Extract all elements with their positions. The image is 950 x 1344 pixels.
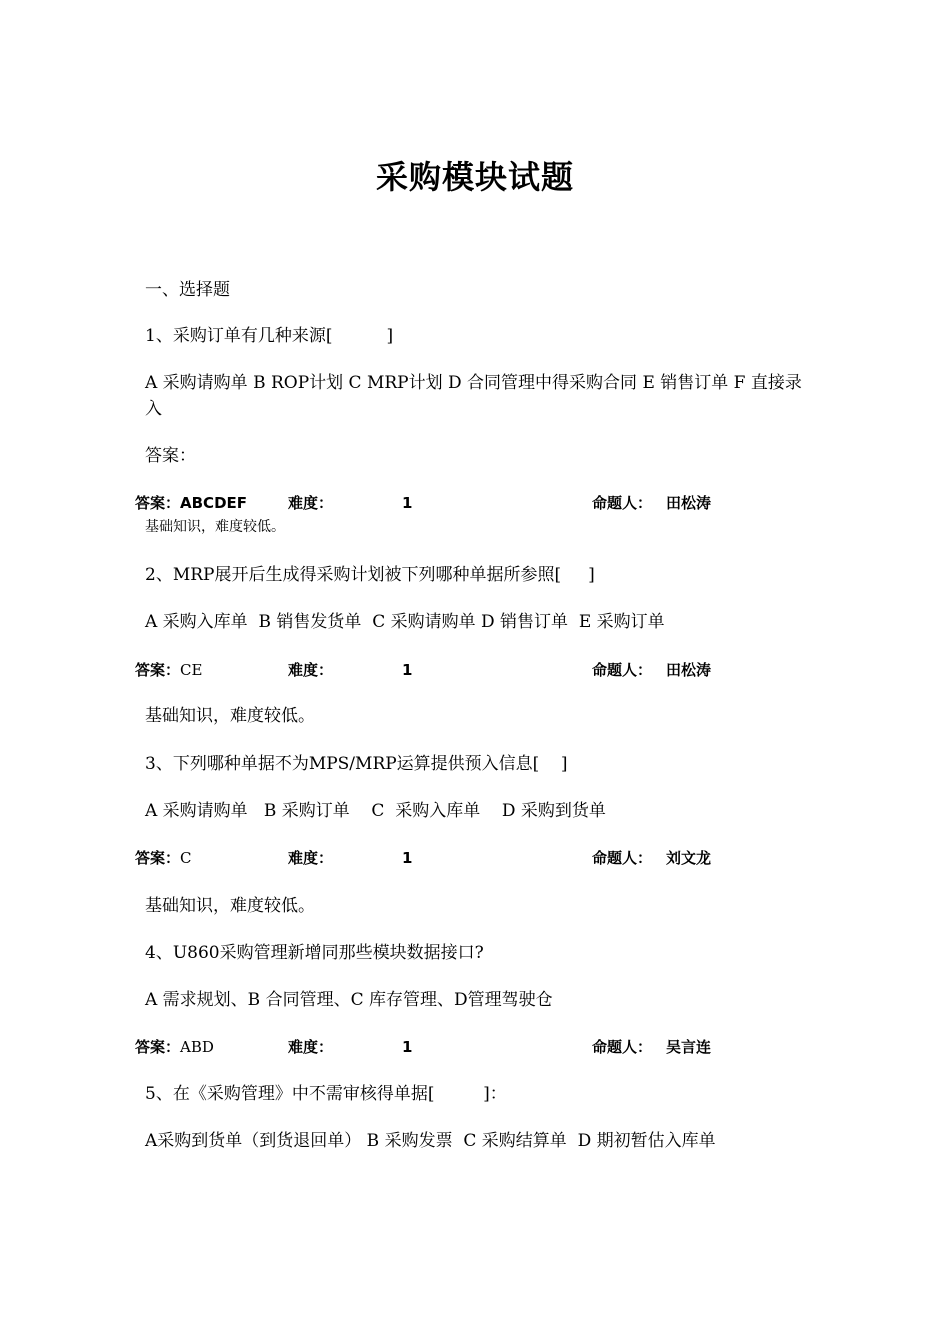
question-2-options: A 采购入库单 B 销售发货单 C 采购请购单 D 销售订单 E 采购订单 (145, 612, 665, 632)
author-value: 吴言连 (666, 1038, 712, 1056)
answer-label (135, 492, 247, 514)
difficulty-label: 难度： (288, 494, 334, 512)
answer-label (135, 847, 192, 869)
author-label: 命题人： (592, 849, 653, 867)
author-value: 田松涛 (666, 661, 712, 679)
answer-value: C (180, 849, 192, 867)
question-1-options: A 采购请购单 B ROP计划 C MRP计划 D 合同管理中得采购合同 E 销售订单 F 直接录入 (145, 373, 802, 419)
difficulty-value: 1 (402, 661, 413, 679)
difficulty-value: 1 (402, 849, 413, 867)
answer-value: ABD (180, 1038, 214, 1056)
question-1-answer-line: 答案： (145, 446, 196, 466)
question-1-answer-row (135, 492, 835, 514)
author-value: 刘文龙 (666, 849, 712, 867)
question-5-text: 5、在《采购管理》中不需审核得单据[ ]： (145, 1084, 507, 1104)
question-5-options: A采购到货单（到货退回单） B 采购发票 C 采购结算单 D 期初暂估入库单 (145, 1131, 716, 1151)
question-1-text: 1、采购订单有几种来源[ ] (145, 326, 394, 346)
section-heading: 一、选择题 (145, 280, 230, 300)
difficulty-value: 1 (402, 494, 413, 512)
question-1-note: 基础知识，难度较低。 (145, 519, 285, 535)
question-2-text: 2、MRP展开后生成得采购计划被下列哪种单据所参照[ ] (145, 565, 595, 585)
answer-label (135, 1036, 214, 1058)
question-4-answer-row (135, 1036, 835, 1058)
question-4-text: 4、U860采购管理新增同那些模块数据接口? (145, 943, 484, 963)
question-4-options: A 需求规划、B 合同管理、C 库存管理、D管理驾驶仓 (145, 990, 553, 1010)
difficulty-label: 难度： (288, 1038, 334, 1056)
answer-value: CE (180, 661, 203, 679)
question-2-note: 基础知识，难度较低。 (145, 706, 315, 726)
answer-label (135, 659, 202, 681)
answer-label-text: 答案： (135, 661, 181, 679)
author-label: 命题人： (592, 1038, 653, 1056)
answer-label-text: 答案： (135, 1038, 181, 1056)
question-2-answer-row (135, 659, 835, 681)
author-label: 命题人： (592, 661, 653, 679)
difficulty-label: 难度： (288, 849, 334, 867)
author-label: 命题人： (592, 494, 653, 512)
answer-value: ABCDEF (180, 494, 248, 512)
answer-label-text: 答案： (135, 494, 181, 512)
author-value: 田松涛 (666, 494, 712, 512)
answer-label-text: 答案： (135, 849, 181, 867)
question-3-text: 3、下列哪种单据不为MPS/MRP运算提供预入信息[ ] (145, 754, 568, 774)
page-title: 采购模块试题 (375, 158, 574, 196)
question-3-note: 基础知识，难度较低。 (145, 896, 315, 916)
question-3-answer-row (135, 847, 835, 869)
difficulty-value: 1 (402, 1038, 413, 1056)
question-3-options: A 采购请购单 B 采购订单 C 采购入库单 D 采购到货单 (145, 801, 606, 821)
difficulty-label: 难度： (288, 661, 334, 679)
